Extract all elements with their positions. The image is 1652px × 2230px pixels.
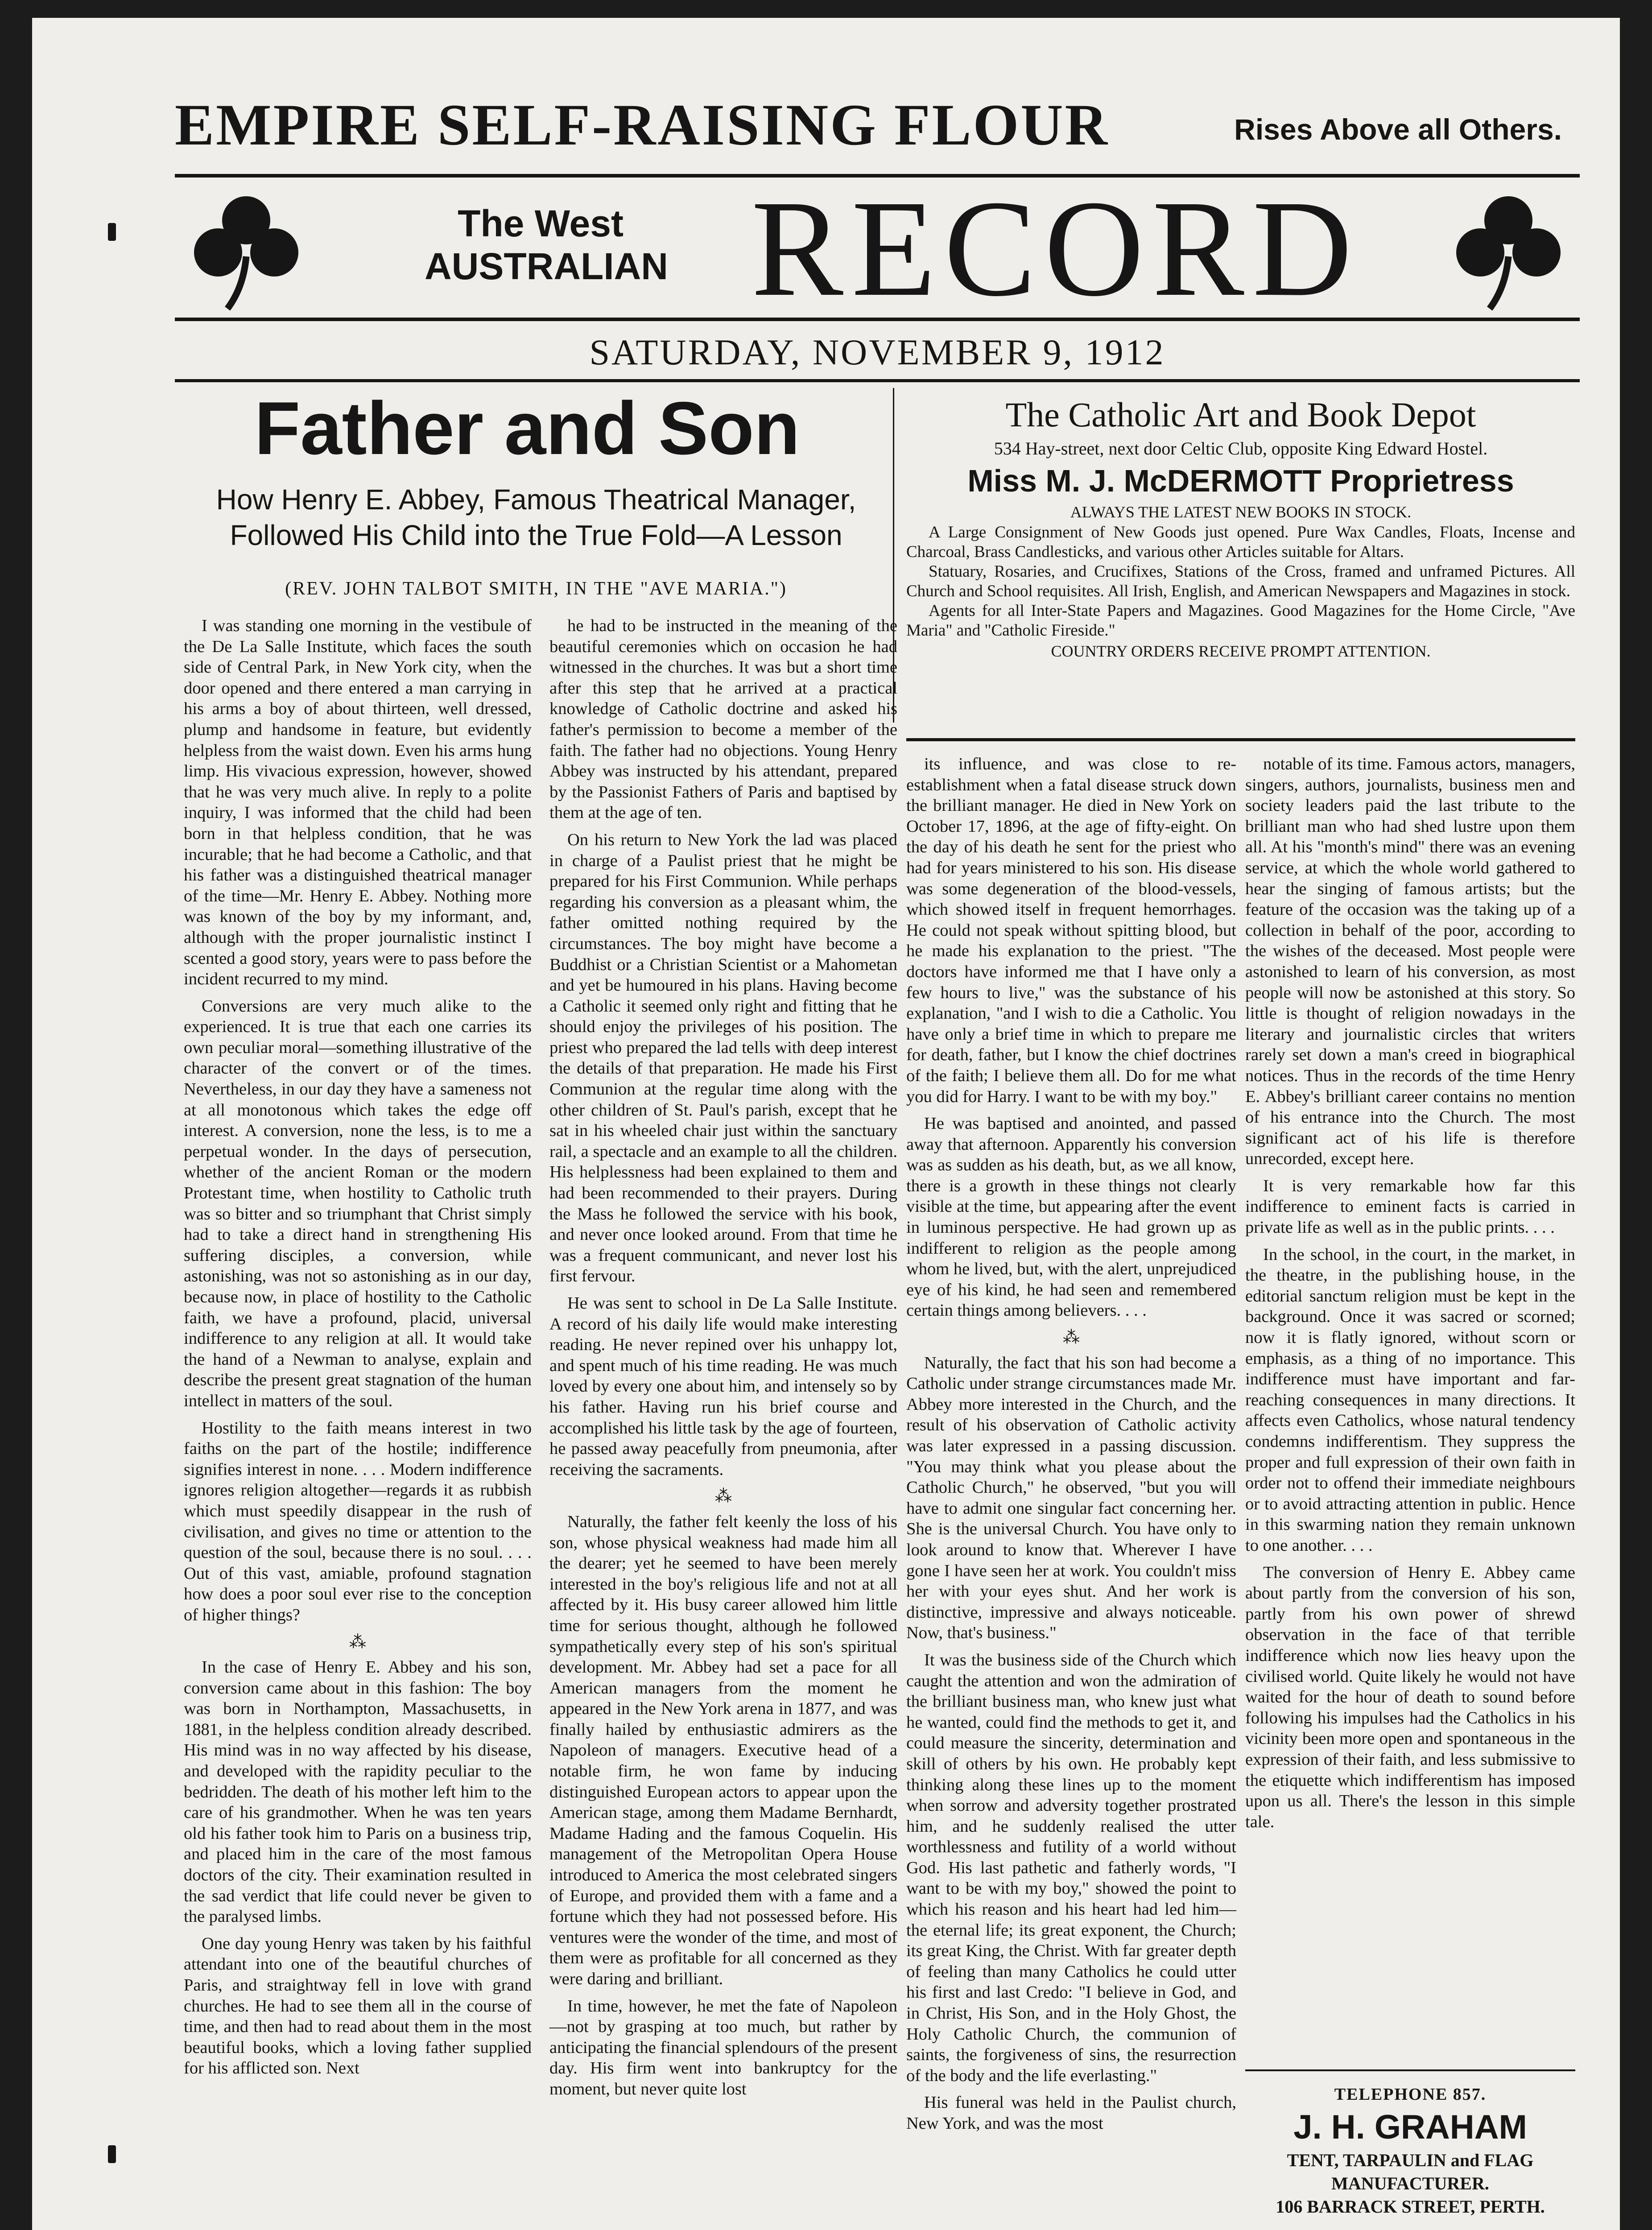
graham-address: 106 BARRACK STREET, PERTH. — [1276, 2197, 1545, 2217]
depot-rule — [906, 738, 1575, 741]
graham-ad — [1245, 2083, 1575, 2218]
shamrock-right-icon — [1441, 183, 1575, 317]
article-column-1 — [184, 615, 532, 2085]
article-paragraph: On his return to New York the lad was placed in charge of a Paulist priest that he might be prepared for his First Communion. While perhaps regarding his conversion as a pleasant whim, the father omitted nothing required by the circumstances. The boy might have become a Buddhist or a Christian Scientist or a Mahometan and yet be humoured in his plans. Having become a Catholic it seemed only right and fitting that he should enjoy the privileges of his position. The priest who prepared the lad tells with deep interest the details of that preparation. He made his First Communion at the regular time along with the other children of St. Paul's parish, except that he sat in his wheeled chair just within the sanctuary rail, a spectacle and an example to all the children. His helplessness had been explained to them and had been recommended to their prayers. During the Mass he followed the service with his book, and never once looked around. From that time he was a frequent communicant, and never lost his first fervour. — [549, 830, 897, 1286]
article-paragraph: He was sent to school in De La Salle Institute. A record of his daily life would make interesting reading. He never repined over his unhappy lot, and spent much of his time reading. He was much loved by every one about him, and intensely so by his father. Having run his brief course and accomplished his little task by the age of fourteen, he passed away peacefully from pneumonia, after receiving the sacraments. — [549, 1294, 897, 1479]
article-subtitle: How Henry E. Abbey, Famous Theatrical Manager, Followed His Child into the True Fold—A Lesson — [216, 483, 856, 551]
article-column-2 — [549, 615, 897, 2106]
masthead-the-west-australian — [425, 202, 668, 288]
article-paragraph: His funeral was held in the Paulist church, New York, and was the most — [906, 2093, 1236, 2133]
section-ornament: ⁂ — [1062, 1328, 1080, 1347]
issue-date: SATURDAY, NOVEMBER 9, 1912 — [589, 332, 1165, 372]
graham-telephone: TELEPHONE 857. — [1334, 2085, 1487, 2104]
newspaper-page — [32, 18, 1620, 2230]
depot-closing: COUNTRY ORDERS RECEIVE PROMPT ATTENTION. — [1051, 642, 1431, 660]
article-paragraph: In the case of Henry E. Abbey and his son, conversion came about in this fashion: The boy was born in Northampton, Massachusetts, in 1881, in the helpless condition already described. His mind was in no way affected by his disease, and developed with the rapidity peculiar to the bedridden. The death of his mother left him to the care of his grandmother. When he was ten years old his father took him to Paris on a business trip, and placed him in the care of the most famous doctors of the city. Their examination resulted in the sad verdict that life could never be given to the paralysed limbs. — [184, 1658, 532, 1926]
masthead-record: RECORD — [751, 172, 1360, 325]
article-paragraph: It is very remarkable how far this indifference to eminent facts is carried in private life as well as in the public prints. . . . — [1245, 1176, 1575, 1237]
article-paragraph: Naturally, the father felt keenly the loss of his son, whose physical weakness had made him all the dearer; yet he seemed to have been merely interested in the boy's religious life and not at all affected by it. His busy career allowed him little time for serious thought, although he followed sympathetically every step of his son's spiritual development. Mr. Abbey had set a pace for all American managers from the moment he appeared in the New York arena in 1877, and was finally hailed by enthusiastic admirers as the Napoleon of managers. Executive head of a notable firm, he won fame by inducing distinguished European actors to appear upon the American stage, among them Madame Bernhardt, Madame Hading and the famous Coquelin. His management of the Metropolitan Opera House introduced to America the most celebrated singers of Europe, and provided them with a fame and a fortune which they had not possessed before. His ventures were the wonder of the time, and most of them were as profitable for all concerned as they were daring and brilliant. — [549, 1512, 897, 1988]
article-paragraph: In time, however, he met the fate of Napoleon—not by grasping at too much, but rather by anticipating the financial splendours of the present day. His firm went into bankruptcy for the moment, but never quite lost — [549, 1996, 897, 2098]
book-depot-ad — [906, 392, 1575, 662]
flour-banner — [175, 85, 1580, 165]
graham-manufacturer: MANUFACTURER. — [1331, 2173, 1489, 2193]
section-ornament: ⁂ — [714, 1487, 732, 1506]
article-paragraph: its influence, and was close to re-establishment when a fatal disease struck down the brilliant manager. He died in New York on October 17, 1896, at the age of fifty-eight. On the day of his death he sent for the priest who had for years ministered to his son. His disease was some degeneration of the blood-vessels, which showed itself in frequent hemorrhages. He could not speak without spitting blood, but he made his explanation to the priest. "The doctors have informed me that I have only a few hours to live," was the substance of his explanation, "and I wish to die a Catholic. You have only a brief time in which to prepare me for death, father, but I know the chief doctrines of the faith; I believe them all. Do for me what you did for Harry. I want to be with my boy." — [906, 755, 1236, 1106]
depot-title: The Catholic Art and Book Depot — [1005, 395, 1476, 434]
graham-trade: TENT, TARPAULIN and FLAG — [1287, 2150, 1534, 2170]
article-paragraph: In the school, in the court, in the market, in the theatre, in the publishing house, in the editorial sanctum religion must be kept in the background. Once it was sacred or scorned; now it is flatly ignored, without scorn or emphasis, as a thing of no importance. This indifference must have important and far-reaching consequences in many directions. It affects even Catholics, whose natural tendency condemns indifferentism. They suppress the proper and full expression of their own faith in order not to offend their immediate neighbours or to avoid attracting attention in public. Hence in this swarming nation they remain unknown to one another. . . . — [1245, 1245, 1575, 1555]
article-paragraph: Hostility to the faith means interest in two faiths on the part of the hostile; indifference signifies interest in none. . . . Modern indifference ignores religion altogether—regards it as rubbish which must speedily disappear in the rush of civilisation, and gives no time or attention to the question of the soul, because there is no soul. . . . Out of this vast, amiable, profound stagnation how does a poor soul ever rise to the conception of higher things? — [184, 1418, 532, 1624]
article-column-4 — [1245, 754, 1575, 1838]
article-column-3 — [906, 754, 1236, 2140]
shamrock-left-icon — [179, 183, 313, 317]
depot-para: Statuary, Rosaries, and Crucifixes, Stations of the Cross, framed and unframed Pictures. All Church and School requisites. All Irish, English, and American Newspapers and Magazines in stock. — [906, 562, 1575, 600]
depot-proprietress: Miss M. J. McDERMOTT Proprietress — [967, 463, 1514, 498]
masthead-australian: AUSTRALIAN — [425, 245, 668, 287]
margin-mark — [108, 2145, 116, 2163]
article-paragraph: notable of its time. Famous actors, managers, singers, authors, journalists, business men and society leaders paid the last tribute to the brilliant man who had shed lustre upon them all. At his "month's mind" there was an evening service, at which the whole world gathered to hear the singing of famous artists; but the feature of the occasion was the taking up of a collection in behalf of the poor, according to the wishes of the deceased. Most people were astonished to learn of his conversion, as most people will now be astonished at this story. So little is thought of religion nowadays in the literary and journalistic circles that writers rarely set down a man's creed in biographical notices. Thus in the records of the time Henry E. Abbey's brilliant career contains no mention of his entrance into the Church. The most significant act of his life is therefore unrecorded, except here. — [1245, 755, 1575, 1169]
depot-address: 534 Hay-street, next door Celtic Club, opposite King Edward Hostel. — [994, 438, 1488, 458]
flour-tagline: Rises Above all Others. — [1234, 113, 1562, 146]
article-paragraph: Naturally, the fact that his son had become a Catholic under strange circumstances made Mr. Abbey more interested in the Church, and the result of his observation of Catholic activity was later expressed in a passing discussion. "You may think what you please about the Catholic Church," he observed, "but you will have to admit one singular fact concerning her. She is the universal Church. You have only to look around to know that. Wherever I have gone I have seen her at work. You couldn't miss her with your eyes shut. And her work is distinctive, impressive and always noticeable. Now, that's business." — [906, 1353, 1236, 1643]
article-title: Father and Son — [254, 386, 800, 470]
margin-mark — [108, 223, 116, 241]
article-paragraph: He was baptised and anointed, and passed away that afternoon. Apparently his conversion was as sudden as his death, but, as we all know, there is a growth in these things not clearly visible at the time, but appearing after the event in luminous perspective. He had grown up as indifferent to religion as the people among whom he lived, but, with the alert, unprejudiced eye of his kind, he had seen and remembered certain things among believers. . . . — [906, 1114, 1236, 1320]
depot-para: Agents for all Inter-State Papers and Magazines. Good Magazines for the Home Circle, "Ave Maria" and "Catholic Fireside." — [906, 602, 1575, 640]
article-paragraph: he had to be instructed in the meaning of the beautiful ceremonies which on occasion he had witnessed in the churches. It was but a short time after this step that he arrived at a practical knowledge of Catholic doctrine and asked his father's permission to become a member of the faith. The father had no objections. Young Henry Abbey was instructed by his attendant, prepared by the Passionist Fathers of Paris and baptised by them at the age of ten. — [549, 616, 897, 822]
section-ornament: ⁂ — [349, 1632, 367, 1652]
flour-banner-text: EMPIRE SELF-RAISING FLOUR — [175, 92, 1109, 157]
article-byline: (REV. JOHN TALBOT SMITH, IN THE "AVE MARIA.") — [285, 578, 787, 599]
article-paragraph: The conversion of Henry E. Abbey came about partly from the conversion of his son, partly from his own power of shrewd observation in the face of that terrible indifference which now lies heavy upon the civilised world. Quite likely he would not have waited for the hour of death to sound before following his impulses had the Catholics in his vicinity been more open and spontaneous in the expression of their faith, and less submissive to the etiquette which indifferentism has imposed upon us all. There's the lesson in this simple tale. — [1245, 1563, 1575, 1831]
graham-name: J. H. GRAHAM — [1293, 2108, 1527, 2146]
article-paragraph: Conversions are very much alike to the experienced. It is true that each one carries its own peculiar moral—something illustrative of the character of the convert or of the times. Nevertheless, in our day they have a sameness not at all monotonous which takes the edge off interest. A conversion, none the less, is to me a perpetual wonder. In the days of persecution, whether of the ancient Roman or the modern Protestant time, when hostility to Catholic truth was so bitter and so triumphant that Christ simply had to take a direct hand in strengthening His suffering disciples, a conversion, while astonishing, was not so astonishing as in our day, because now, in place of hostility to the Catholic faith, we have a profound, placid, universal indifference to any religion at all. It would take the hand of a Newman to analyse, explain and describe the present great stagnation of the human intellect in matters of the soul. — [184, 996, 532, 1410]
article-paragraph: I was standing one morning in the vestibule of the De La Salle Institute, which faces the south side of Central Park, in New York city, when the door opened and there entered a man carrying in his arms a boy of about thirteen, well dressed, plump and handsome in feature, but evidently helpless from the waist down. Even his arms hung limp. His vivacious expression, however, showed that he was very much alive. In reply to a polite inquiry, I was informed that the child had been born in that helpless condition, that he was incurable; that he had become a Catholic, and that his father was a distinguished theatrical manager of the time—Mr. Henry E. Abbey. Nothing more was known of the boy by my informant, and, although with the proper journalistic instinct I scented a good story, years were to pass before the incident recurred to my mind. — [184, 616, 532, 989]
depot-para: A Large Consignment of New Goods just opened. Pure Wax Candles, Floats, Incense and Charcoal, Brass Candlesticks, and various other Articles suitable for Altars. — [906, 523, 1575, 561]
article-paragraph: One day young Henry was taken by his faithful attendant into one of the beautiful churches of Paris, and straightway fell in love with grand churches. He had to see them all in the course of time, and then had to read about them in the most beautiful books, which a loving father supplied for his afflicted son. Next — [184, 1934, 532, 2078]
masthead — [175, 172, 1580, 325]
masthead-the-west: The West — [458, 202, 624, 244]
date-rule — [175, 379, 1580, 382]
depot-notice: ALWAYS THE LATEST NEW BOOKS IN STOCK. — [1070, 503, 1412, 521]
article-paragraph: It was the business side of the Church which caught the attention and won the admiration of the brilliant business man, who knew just what he wanted, could find the methods to get it, and could measure the sincerity, determination and skill of others by his own. He probably kept thinking along these lines up to the moment when sorrow and adversity together prostrated him, and he suddenly realised the utter worthlessness and futility of a world without God. His last pathetic and fatherly words, "I want to be with my boy," showed the point to which his reason and his heart had led him—the eternal life; its great exponent, the Church; its great King, the Christ. With far greater depth of feeling than many Catholics he could utter his first and last Credo: "I believe in God, and in Christ, His Son, and in the Holy Ghost, the Holy Catholic Church, the communion of saints, the forgiveness of sins, the resurrection of the body and the life everlasting." — [906, 1650, 1236, 2085]
graham-rule — [1245, 2069, 1575, 2071]
